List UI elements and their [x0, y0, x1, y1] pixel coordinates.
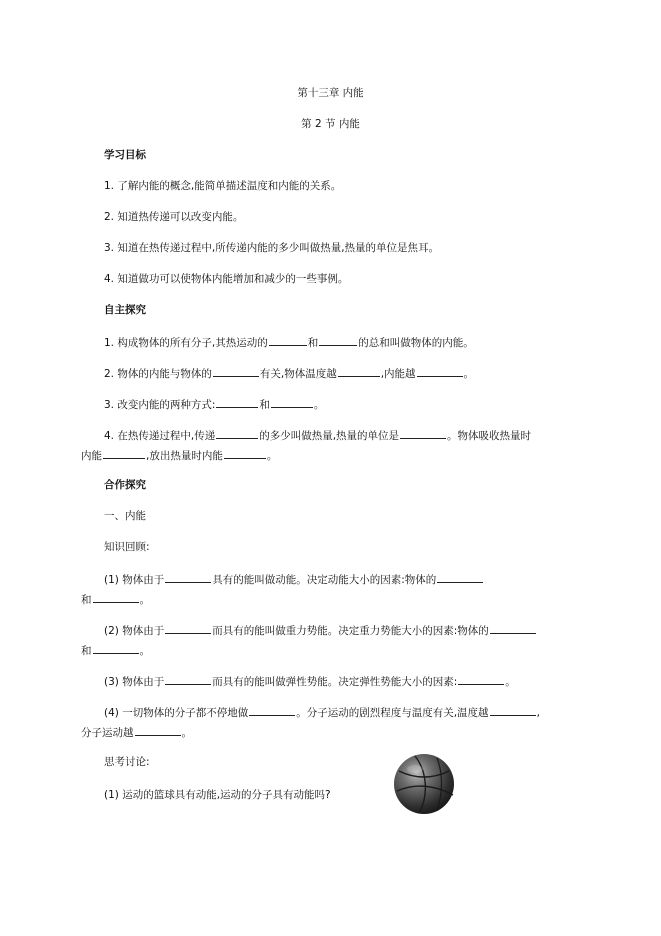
self-study-question-2: 2. 物体的内能与物体的 有关,物体温度越 ,内能越 。	[104, 365, 474, 381]
part-one-heading: 一、内能	[104, 510, 146, 522]
review-question-2-continued: 和 。	[81, 642, 150, 658]
answer-blank[interactable]	[135, 724, 181, 736]
answer-blank[interactable]	[417, 365, 463, 377]
discussion-label: 思考讨论:	[104, 756, 150, 768]
answer-blank[interactable]	[224, 447, 266, 459]
answer-blank[interactable]	[165, 622, 211, 634]
review-question-1-continued: 和 。	[81, 591, 150, 607]
self-study-question-4: 4. 在热传递过程中,传递 的多少叫做热量,热量的单位是 。物体吸收热量时	[104, 427, 531, 443]
answer-blank[interactable]	[338, 365, 380, 377]
answer-blank[interactable]	[93, 591, 139, 603]
review-label: 知识回顾:	[104, 541, 150, 553]
answer-blank[interactable]	[319, 334, 357, 346]
review-question-4: (4) 一切物体的分子都不停地做 。分子运动的剧烈程度与温度有关,温度越 ,	[104, 704, 540, 720]
chapter-title: 第十三章 内能	[297, 87, 364, 99]
discussion-question-1: (1) 运动的篮球具有动能,运动的分子具有动能吗?	[104, 789, 331, 801]
answer-blank[interactable]	[490, 622, 536, 634]
answer-blank[interactable]	[400, 427, 446, 439]
answer-blank[interactable]	[271, 396, 313, 408]
answer-blank[interactable]	[216, 396, 258, 408]
answer-blank[interactable]	[490, 704, 536, 716]
review-question-2: (2) 物体由于 而具有的能叫做重力势能。决定重力势能大小的因素:物体的	[104, 622, 537, 638]
answer-blank[interactable]	[165, 571, 211, 583]
objective-item: 1. 了解内能的概念,能简单描述温度和内能的关系。	[104, 180, 342, 192]
answer-blank[interactable]	[165, 673, 211, 685]
answer-blank[interactable]	[269, 334, 307, 346]
objectives-heading: 学习目标	[104, 149, 146, 161]
answer-blank[interactable]	[458, 673, 504, 685]
review-question-3: (3) 物体由于 而具有的能叫做弹性势能。决定弹性势能大小的因素: 。	[104, 673, 516, 689]
answer-blank[interactable]	[249, 704, 295, 716]
answer-blank[interactable]	[103, 447, 145, 459]
objective-item: 3. 知道在热传递过程中,所传递内能的多少叫做热量,热量的单位是焦耳。	[104, 242, 440, 254]
self-study-question-3: 3. 改变内能的两种方式: 和 。	[104, 396, 324, 412]
section-title: 第 2 节 内能	[301, 118, 360, 130]
answer-blank[interactable]	[213, 365, 259, 377]
review-question-1: (1) 物体由于 具有的能叫做动能。决定动能大小的因素:物体的	[104, 571, 484, 587]
review-question-4-continued: 分子运动越 。	[81, 724, 192, 740]
self-study-heading: 自主探究	[104, 304, 146, 316]
self-study-question-4-continued: 内能 ,放出热量时内能 。	[81, 447, 277, 463]
self-study-question-1: 1. 构成物体的所有分子,其热运动的 和 的总和叫做物体的内能。	[104, 334, 474, 350]
cooperative-heading: 合作探究	[104, 479, 146, 491]
objective-item: 2. 知道热传递可以改变内能。	[104, 211, 244, 223]
basketball-icon	[393, 753, 455, 815]
answer-blank[interactable]	[93, 642, 139, 654]
answer-blank[interactable]	[437, 571, 483, 583]
answer-blank[interactable]	[216, 427, 258, 439]
objective-item: 4. 知道做功可以使物体内能增加和减少的一些事例。	[104, 273, 349, 285]
